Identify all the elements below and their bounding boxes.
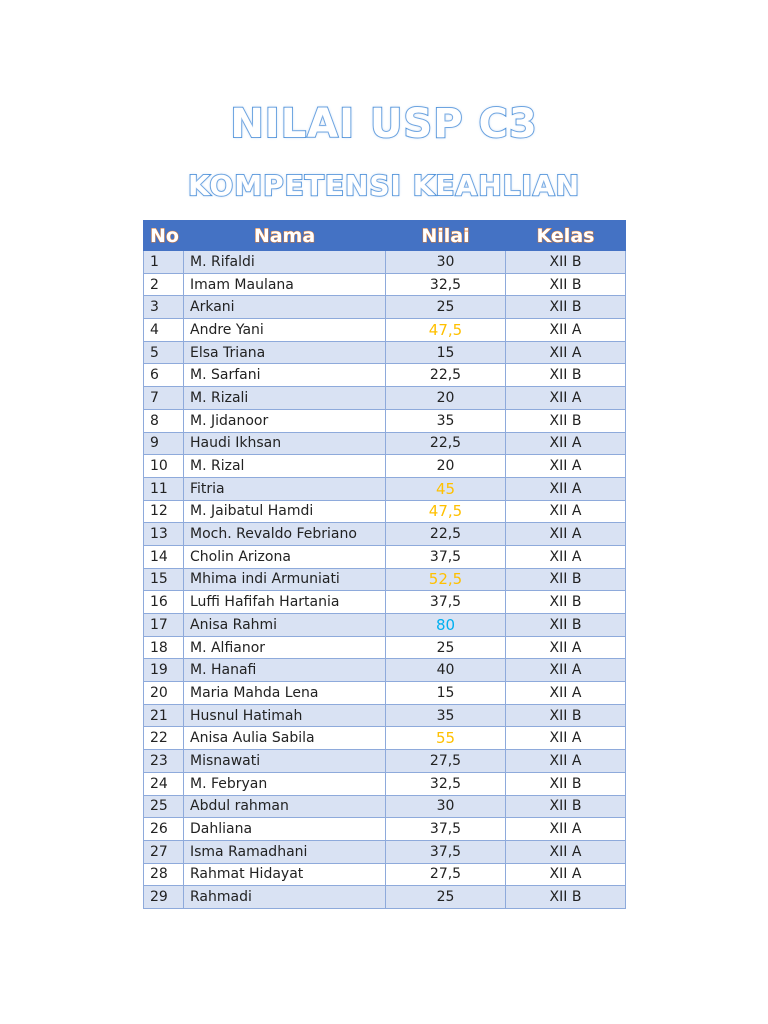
- kelas-cell: XII A: [506, 523, 626, 546]
- nama-cell: Isma Ramadhani: [184, 840, 386, 863]
- kelas-cell: XII A: [506, 500, 626, 523]
- nilai-cell: 45: [386, 477, 506, 500]
- nama-cell: M. Sarfani: [184, 364, 386, 387]
- nilai-cell: 32,5: [386, 772, 506, 795]
- kelas-cell: XII B: [506, 273, 626, 296]
- kelas-cell: XII B: [506, 772, 626, 795]
- no-cell: 16: [144, 591, 184, 614]
- no-cell: 17: [144, 614, 184, 637]
- nama-cell: M. Alfianor: [184, 636, 386, 659]
- kelas-cell: XII B: [506, 409, 626, 432]
- nama-cell: Mhima indi Armuniati: [184, 568, 386, 591]
- table-row: [144, 772, 626, 795]
- nama-cell: Husnul Hatimah: [184, 704, 386, 727]
- nilai-cell: 20: [386, 455, 506, 478]
- nilai-cell: 40: [386, 659, 506, 682]
- nilai-cell: 37,5: [386, 591, 506, 614]
- no-cell: 15: [144, 568, 184, 591]
- no-cell: 14: [144, 545, 184, 568]
- table-row: [144, 545, 626, 568]
- kelas-cell: XII B: [506, 251, 626, 274]
- table-body: [144, 251, 626, 909]
- nama-cell: Moch. Revaldo Febriano: [184, 523, 386, 546]
- no-cell: 27: [144, 840, 184, 863]
- nilai-cell: 47,5: [386, 319, 506, 342]
- no-cell: 8: [144, 409, 184, 432]
- nama-cell: M. Jaibatul Hamdi: [184, 500, 386, 523]
- nama-cell: Abdul rahman: [184, 795, 386, 818]
- page-title: NILAI USP C3: [230, 101, 538, 147]
- nilai-cell: 55: [386, 727, 506, 750]
- kelas-cell: XII B: [506, 795, 626, 818]
- table-row: [144, 863, 626, 886]
- nilai-cell: 32,5: [386, 273, 506, 296]
- nama-cell: M. Rizal: [184, 455, 386, 478]
- no-cell: 2: [144, 273, 184, 296]
- kelas-cell: XII A: [506, 818, 626, 841]
- nilai-cell: 37,5: [386, 545, 506, 568]
- nama-cell: Andre Yani: [184, 319, 386, 342]
- kelas-cell: XII A: [506, 432, 626, 455]
- nilai-cell: 47,5: [386, 500, 506, 523]
- no-cell: 13: [144, 523, 184, 546]
- kelas-cell: XII B: [506, 614, 626, 637]
- nilai-cell: 15: [386, 682, 506, 705]
- nama-cell: Rahmadi: [184, 886, 386, 909]
- header-nilai: Nilai: [386, 221, 506, 251]
- table-row: [144, 568, 626, 591]
- kelas-cell: XII A: [506, 840, 626, 863]
- nama-cell: M. Rifaldi: [184, 251, 386, 274]
- table-row: [144, 818, 626, 841]
- nilai-cell: 15: [386, 341, 506, 364]
- kelas-cell: XII A: [506, 477, 626, 500]
- table-row: [144, 886, 626, 909]
- nama-cell: Imam Maulana: [184, 273, 386, 296]
- page-subtitle: KOMPETENSI KEAHLIAN: [187, 169, 581, 202]
- nilai-cell: 27,5: [386, 750, 506, 773]
- table-row: [144, 704, 626, 727]
- no-cell: 26: [144, 818, 184, 841]
- table-row: [144, 455, 626, 478]
- header-kelas: Kelas: [506, 221, 626, 251]
- no-cell: 23: [144, 750, 184, 773]
- table-row: [144, 409, 626, 432]
- nama-cell: Luffi Hafifah Hartania: [184, 591, 386, 614]
- nama-cell: Haudi Ikhsan: [184, 432, 386, 455]
- nama-cell: Dahliana: [184, 818, 386, 841]
- kelas-cell: XII A: [506, 659, 626, 682]
- nilai-cell: 27,5: [386, 863, 506, 886]
- no-cell: 11: [144, 477, 184, 500]
- nilai-cell: 30: [386, 795, 506, 818]
- nilai-cell: 25: [386, 886, 506, 909]
- header-nama: Nama: [184, 221, 386, 251]
- table-row: [144, 636, 626, 659]
- nama-cell: Misnawati: [184, 750, 386, 773]
- nama-cell: M. Rizali: [184, 387, 386, 410]
- nilai-cell: 35: [386, 704, 506, 727]
- no-cell: 21: [144, 704, 184, 727]
- table-row: [144, 727, 626, 750]
- kelas-cell: XII A: [506, 455, 626, 478]
- nilai-cell: 35: [386, 409, 506, 432]
- no-cell: 22: [144, 727, 184, 750]
- table-row: [144, 364, 626, 387]
- no-cell: 29: [144, 886, 184, 909]
- kelas-cell: XII A: [506, 545, 626, 568]
- table-row: [144, 659, 626, 682]
- nilai-cell: 37,5: [386, 840, 506, 863]
- nilai-cell: 22,5: [386, 432, 506, 455]
- nama-cell: M. Hanafi: [184, 659, 386, 682]
- nama-cell: Fitria: [184, 477, 386, 500]
- table-row: [144, 795, 626, 818]
- kelas-cell: XII A: [506, 636, 626, 659]
- nama-cell: Elsa Triana: [184, 341, 386, 364]
- nama-cell: Anisa Aulia Sabila: [184, 727, 386, 750]
- table-row: [144, 614, 626, 637]
- table-row: [144, 682, 626, 705]
- nama-cell: Arkani: [184, 296, 386, 319]
- table-row: [144, 387, 626, 410]
- kelas-cell: XII B: [506, 704, 626, 727]
- nama-cell: Rahmat Hidayat: [184, 863, 386, 886]
- kelas-cell: XII A: [506, 387, 626, 410]
- nilai-cell: 30: [386, 251, 506, 274]
- kelas-cell: XII B: [506, 364, 626, 387]
- no-cell: 3: [144, 296, 184, 319]
- kelas-cell: XII A: [506, 727, 626, 750]
- no-cell: 25: [144, 795, 184, 818]
- nama-cell: Maria Mahda Lena: [184, 682, 386, 705]
- kelas-cell: XII B: [506, 886, 626, 909]
- table-row: [144, 840, 626, 863]
- header-row: [144, 221, 626, 251]
- table-header: [144, 221, 626, 251]
- nilai-cell: 20: [386, 387, 506, 410]
- no-cell: 4: [144, 319, 184, 342]
- nilai-cell: 22,5: [386, 364, 506, 387]
- table-row: [144, 341, 626, 364]
- table-row: [144, 750, 626, 773]
- header-no: No: [144, 221, 184, 251]
- no-cell: 18: [144, 636, 184, 659]
- kelas-cell: XII A: [506, 863, 626, 886]
- nilai-cell: 37,5: [386, 818, 506, 841]
- kelas-cell: XII A: [506, 341, 626, 364]
- nama-cell: M. Jidanoor: [184, 409, 386, 432]
- no-cell: 1: [144, 251, 184, 274]
- table-row: [144, 591, 626, 614]
- nilai-cell: 80: [386, 614, 506, 637]
- table-row: [144, 296, 626, 319]
- no-cell: 20: [144, 682, 184, 705]
- nama-cell: M. Febryan: [184, 772, 386, 795]
- table-row: [144, 523, 626, 546]
- nilai-cell: 52,5: [386, 568, 506, 591]
- no-cell: 10: [144, 455, 184, 478]
- no-cell: 6: [144, 364, 184, 387]
- table-row: [144, 477, 626, 500]
- kelas-cell: XII A: [506, 682, 626, 705]
- no-cell: 5: [144, 341, 184, 364]
- nilai-cell: 25: [386, 296, 506, 319]
- table-row: [144, 319, 626, 342]
- nama-cell: Anisa Rahmi: [184, 614, 386, 637]
- kelas-cell: XII B: [506, 591, 626, 614]
- kelas-cell: XII A: [506, 750, 626, 773]
- no-cell: 9: [144, 432, 184, 455]
- no-cell: 12: [144, 500, 184, 523]
- no-cell: 28: [144, 863, 184, 886]
- kelas-cell: XII B: [506, 568, 626, 591]
- grades-table: [143, 220, 626, 909]
- table-row: [144, 432, 626, 455]
- nama-cell: Cholin Arizona: [184, 545, 386, 568]
- no-cell: 19: [144, 659, 184, 682]
- table-row: [144, 251, 626, 274]
- nilai-cell: 25: [386, 636, 506, 659]
- nilai-cell: 22,5: [386, 523, 506, 546]
- kelas-cell: XII A: [506, 319, 626, 342]
- no-cell: 24: [144, 772, 184, 795]
- kelas-cell: XII B: [506, 296, 626, 319]
- table-row: [144, 500, 626, 523]
- no-cell: 7: [144, 387, 184, 410]
- table-row: [144, 273, 626, 296]
